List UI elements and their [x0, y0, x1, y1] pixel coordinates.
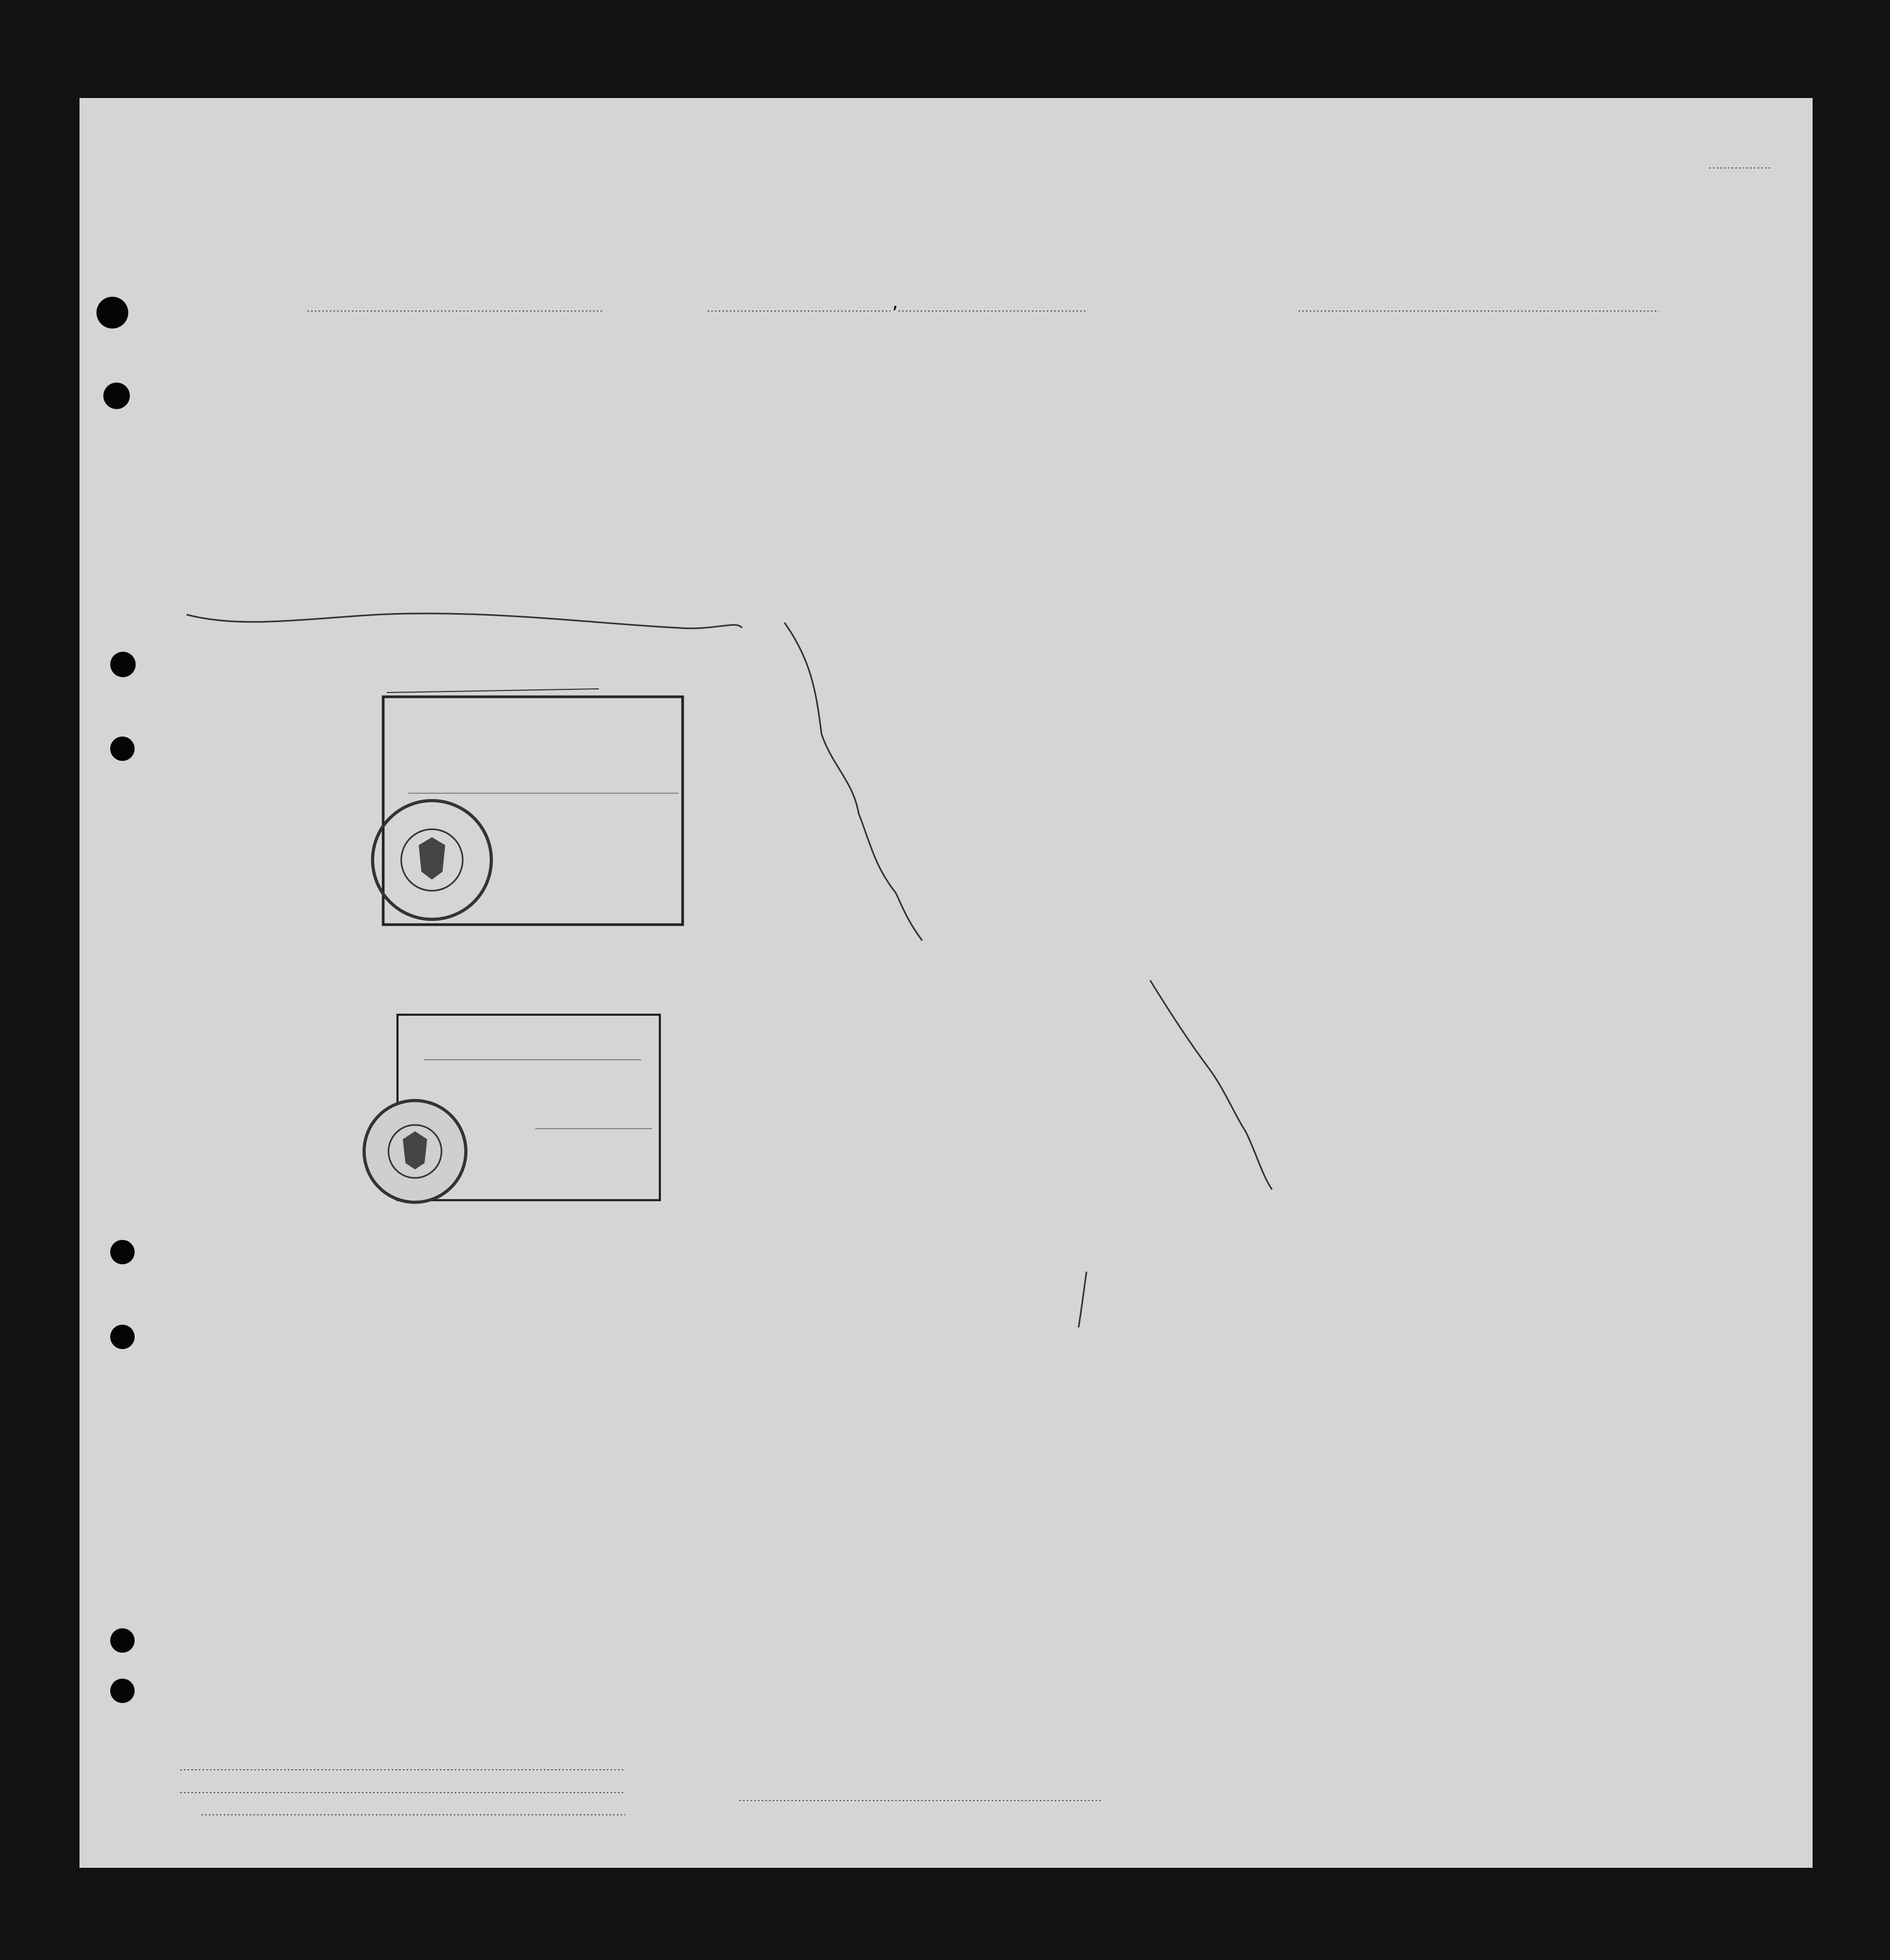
- punch-hole: [110, 652, 136, 677]
- punch-hole: [96, 297, 128, 329]
- supplementary-crew-list-stamp: [80, 98, 660, 1202]
- handwritten-annotations: [187, 614, 1272, 1190]
- form-footer: [180, 1770, 1102, 1815]
- punch-hole: [110, 1240, 135, 1264]
- punch-hole: [103, 383, 130, 409]
- punch-hole: [110, 737, 135, 761]
- comma-separator: ,: [890, 294, 900, 313]
- vessel-line: [307, 294, 1659, 313]
- manifest-sheet: [80, 98, 1813, 1868]
- crew-list-visa-stamp: [80, 98, 683, 925]
- manifest-form: [80, 98, 1813, 1868]
- end-of-list-line: [187, 614, 742, 628]
- punch-hole: [110, 1628, 135, 1653]
- punch-hole: [110, 1325, 135, 1349]
- inspector-signature-block: [1079, 1272, 1087, 1327]
- punch-hole: [110, 1679, 135, 1703]
- cancel-line-2: [1150, 980, 1272, 1190]
- cancel-line-1: [784, 623, 922, 941]
